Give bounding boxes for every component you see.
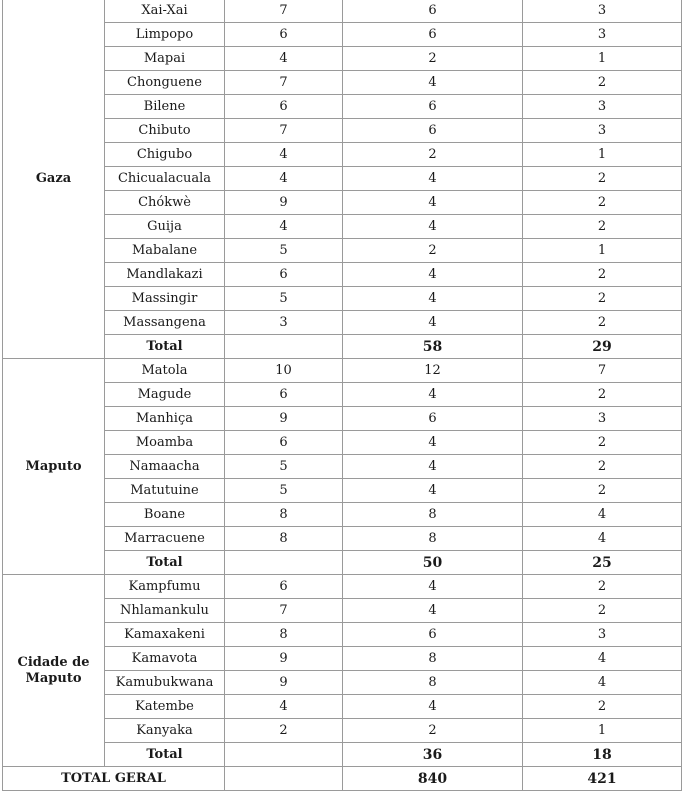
table-cell: 2 bbox=[523, 695, 682, 719]
table-cell: 4 bbox=[343, 167, 523, 191]
table-cell: 4 bbox=[523, 527, 682, 551]
table-row bbox=[3, 671, 682, 695]
table-row bbox=[3, 47, 682, 71]
district-name: Chicualacuala bbox=[105, 167, 225, 191]
table-row bbox=[3, 167, 682, 191]
table-cell: 25 bbox=[523, 551, 682, 575]
table-cell: 2 bbox=[523, 191, 682, 215]
table-cell: 4 bbox=[225, 695, 343, 719]
total-row bbox=[3, 335, 682, 359]
table-cell: 6 bbox=[343, 623, 523, 647]
table-cell: 5 bbox=[225, 287, 343, 311]
table-cell: 9 bbox=[225, 191, 343, 215]
table-row bbox=[3, 599, 682, 623]
table-row bbox=[3, 527, 682, 551]
table-cell: 2 bbox=[343, 719, 523, 743]
table-cell: 4 bbox=[343, 455, 523, 479]
table-cell: 8 bbox=[225, 623, 343, 647]
table-cell: 4 bbox=[343, 311, 523, 335]
table-cell: 2 bbox=[225, 719, 343, 743]
table-cell: 3 bbox=[523, 23, 682, 47]
table-cell: 1 bbox=[523, 47, 682, 71]
table-cell: 2 bbox=[523, 431, 682, 455]
table-cell bbox=[225, 551, 343, 575]
table-body bbox=[3, 0, 682, 791]
table-cell bbox=[225, 335, 343, 359]
table-cell bbox=[225, 743, 343, 767]
table-cell: 4 bbox=[225, 47, 343, 71]
district-name: Xai-Xai bbox=[105, 0, 225, 23]
table-cell: 4 bbox=[343, 71, 523, 95]
district-name: Kamubukwana bbox=[105, 671, 225, 695]
table-cell: 9 bbox=[225, 407, 343, 431]
district-name: Kampfumu bbox=[105, 575, 225, 599]
district-name: Moamba bbox=[105, 431, 225, 455]
grand-total-row bbox=[3, 767, 682, 791]
district-name: Katembe bbox=[105, 695, 225, 719]
district-name: Nhlamankulu bbox=[105, 599, 225, 623]
table-cell: TOTAL GERAL bbox=[3, 767, 225, 791]
table-row bbox=[3, 311, 682, 335]
table-cell: 4 bbox=[343, 431, 523, 455]
table-row bbox=[3, 719, 682, 743]
district-name: Chigubo bbox=[105, 143, 225, 167]
table-cell: 4 bbox=[343, 575, 523, 599]
table-cell: 1 bbox=[523, 143, 682, 167]
district-name: Matutuine bbox=[105, 479, 225, 503]
table-cell: 3 bbox=[225, 311, 343, 335]
table-cell: 6 bbox=[343, 95, 523, 119]
table-cell: 7 bbox=[225, 71, 343, 95]
district-name: Mapai bbox=[105, 47, 225, 71]
table-row bbox=[3, 503, 682, 527]
table-row bbox=[3, 455, 682, 479]
table-cell: 2 bbox=[523, 71, 682, 95]
table-row bbox=[3, 95, 682, 119]
table-row bbox=[3, 359, 682, 383]
table-cell: 6 bbox=[343, 407, 523, 431]
table-cell: 9 bbox=[225, 671, 343, 695]
table-cell: 6 bbox=[225, 263, 343, 287]
table-cell: 6 bbox=[225, 383, 343, 407]
table-cell: 4 bbox=[523, 503, 682, 527]
table-cell: 3 bbox=[523, 119, 682, 143]
table-cell: 4 bbox=[343, 695, 523, 719]
table-cell: 7 bbox=[225, 119, 343, 143]
table-cell: 2 bbox=[343, 239, 523, 263]
table-cell: 4 bbox=[343, 287, 523, 311]
province-name: Gaza bbox=[3, 0, 105, 359]
district-name: Massingir bbox=[105, 287, 225, 311]
table-row bbox=[3, 215, 682, 239]
table-cell: 4 bbox=[343, 599, 523, 623]
table-cell: 58 bbox=[343, 335, 523, 359]
table-cell: 2 bbox=[523, 215, 682, 239]
district-name: Limpopo bbox=[105, 23, 225, 47]
table-cell: 2 bbox=[523, 287, 682, 311]
table-row bbox=[3, 575, 682, 599]
table-cell: 4 bbox=[343, 215, 523, 239]
table-cell: 4 bbox=[343, 479, 523, 503]
table-cell: 2 bbox=[523, 575, 682, 599]
district-name: Kamavota bbox=[105, 647, 225, 671]
table-row bbox=[3, 695, 682, 719]
table-cell: 6 bbox=[343, 119, 523, 143]
table-cell: 840 bbox=[343, 767, 523, 791]
table-cell: Total bbox=[105, 743, 225, 767]
table-cell: 2 bbox=[523, 263, 682, 287]
district-name: Manhiça bbox=[105, 407, 225, 431]
table-row bbox=[3, 479, 682, 503]
district-name: Boane bbox=[105, 503, 225, 527]
table-cell: 8 bbox=[343, 647, 523, 671]
table-cell: 50 bbox=[343, 551, 523, 575]
district-name: Massangena bbox=[105, 311, 225, 335]
table-cell: 4 bbox=[225, 167, 343, 191]
table-row bbox=[3, 191, 682, 215]
table-cell: 2 bbox=[343, 143, 523, 167]
district-name: Guija bbox=[105, 215, 225, 239]
province-name: Cidade de Maputo bbox=[3, 575, 105, 767]
table-cell: 7 bbox=[523, 359, 682, 383]
table-cell: 3 bbox=[523, 95, 682, 119]
table-cell: 4 bbox=[343, 191, 523, 215]
district-name: Matola bbox=[105, 359, 225, 383]
table-row bbox=[3, 263, 682, 287]
table-cell: 12 bbox=[343, 359, 523, 383]
table-cell: 8 bbox=[343, 503, 523, 527]
table-cell: 2 bbox=[523, 599, 682, 623]
table-row bbox=[3, 239, 682, 263]
table-row bbox=[3, 23, 682, 47]
table-cell: 3 bbox=[523, 0, 682, 23]
table-cell: 10 bbox=[225, 359, 343, 383]
table-cell: 4 bbox=[523, 647, 682, 671]
table-cell: 3 bbox=[523, 623, 682, 647]
table-cell: 6 bbox=[225, 431, 343, 455]
table-cell: 2 bbox=[523, 167, 682, 191]
district-name: Chibuto bbox=[105, 119, 225, 143]
table-cell: 4 bbox=[523, 671, 682, 695]
table-cell: 7 bbox=[225, 599, 343, 623]
table-cell: 29 bbox=[523, 335, 682, 359]
table-cell: 6 bbox=[343, 23, 523, 47]
district-name: Namaacha bbox=[105, 455, 225, 479]
total-row bbox=[3, 551, 682, 575]
district-name: Kanyaka bbox=[105, 719, 225, 743]
table-row bbox=[3, 383, 682, 407]
district-name: Marracuene bbox=[105, 527, 225, 551]
table-cell: 4 bbox=[343, 383, 523, 407]
table-cell: 421 bbox=[523, 767, 682, 791]
table-cell: 2 bbox=[523, 383, 682, 407]
table-cell: 6 bbox=[225, 575, 343, 599]
table-cell: 6 bbox=[225, 95, 343, 119]
district-name: Bilene bbox=[105, 95, 225, 119]
table-row bbox=[3, 623, 682, 647]
table-cell: Total bbox=[105, 335, 225, 359]
total-row bbox=[3, 743, 682, 767]
district-name: Kamaxakeni bbox=[105, 623, 225, 647]
table-cell: Total bbox=[105, 551, 225, 575]
district-name: Magude bbox=[105, 383, 225, 407]
table-cell: 8 bbox=[343, 527, 523, 551]
table-cell: 1 bbox=[523, 719, 682, 743]
table-cell: 2 bbox=[523, 455, 682, 479]
table-cell: 2 bbox=[343, 47, 523, 71]
table-cell: 4 bbox=[225, 143, 343, 167]
table-cell: 9 bbox=[225, 647, 343, 671]
table-cell: 5 bbox=[225, 455, 343, 479]
table-cell: 1 bbox=[523, 239, 682, 263]
district-name: Chonguene bbox=[105, 71, 225, 95]
table-cell: 5 bbox=[225, 239, 343, 263]
province-name: Maputo bbox=[3, 359, 105, 575]
district-name: Chókwè bbox=[105, 191, 225, 215]
table-row bbox=[3, 0, 682, 23]
table-cell: 7 bbox=[225, 0, 343, 23]
district-name: Mabalane bbox=[105, 239, 225, 263]
district-name: Mandlakazi bbox=[105, 263, 225, 287]
districts-table bbox=[2, 0, 682, 791]
table-row bbox=[3, 71, 682, 95]
table-row bbox=[3, 287, 682, 311]
table-row bbox=[3, 119, 682, 143]
table-row bbox=[3, 431, 682, 455]
table-row bbox=[3, 407, 682, 431]
table-cell: 3 bbox=[523, 407, 682, 431]
table-cell: 4 bbox=[225, 215, 343, 239]
table-cell: 2 bbox=[523, 479, 682, 503]
table-cell: 6 bbox=[225, 23, 343, 47]
table-cell: 2 bbox=[523, 311, 682, 335]
table-cell: 8 bbox=[225, 527, 343, 551]
table-cell: 36 bbox=[343, 743, 523, 767]
table-cell: 6 bbox=[343, 0, 523, 23]
table-cell: 5 bbox=[225, 479, 343, 503]
table-cell: 8 bbox=[343, 671, 523, 695]
table-row bbox=[3, 143, 682, 167]
table-cell: 4 bbox=[343, 263, 523, 287]
table-row bbox=[3, 647, 682, 671]
table-cell: 18 bbox=[523, 743, 682, 767]
table-cell: 8 bbox=[225, 503, 343, 527]
table-cell bbox=[225, 767, 343, 791]
